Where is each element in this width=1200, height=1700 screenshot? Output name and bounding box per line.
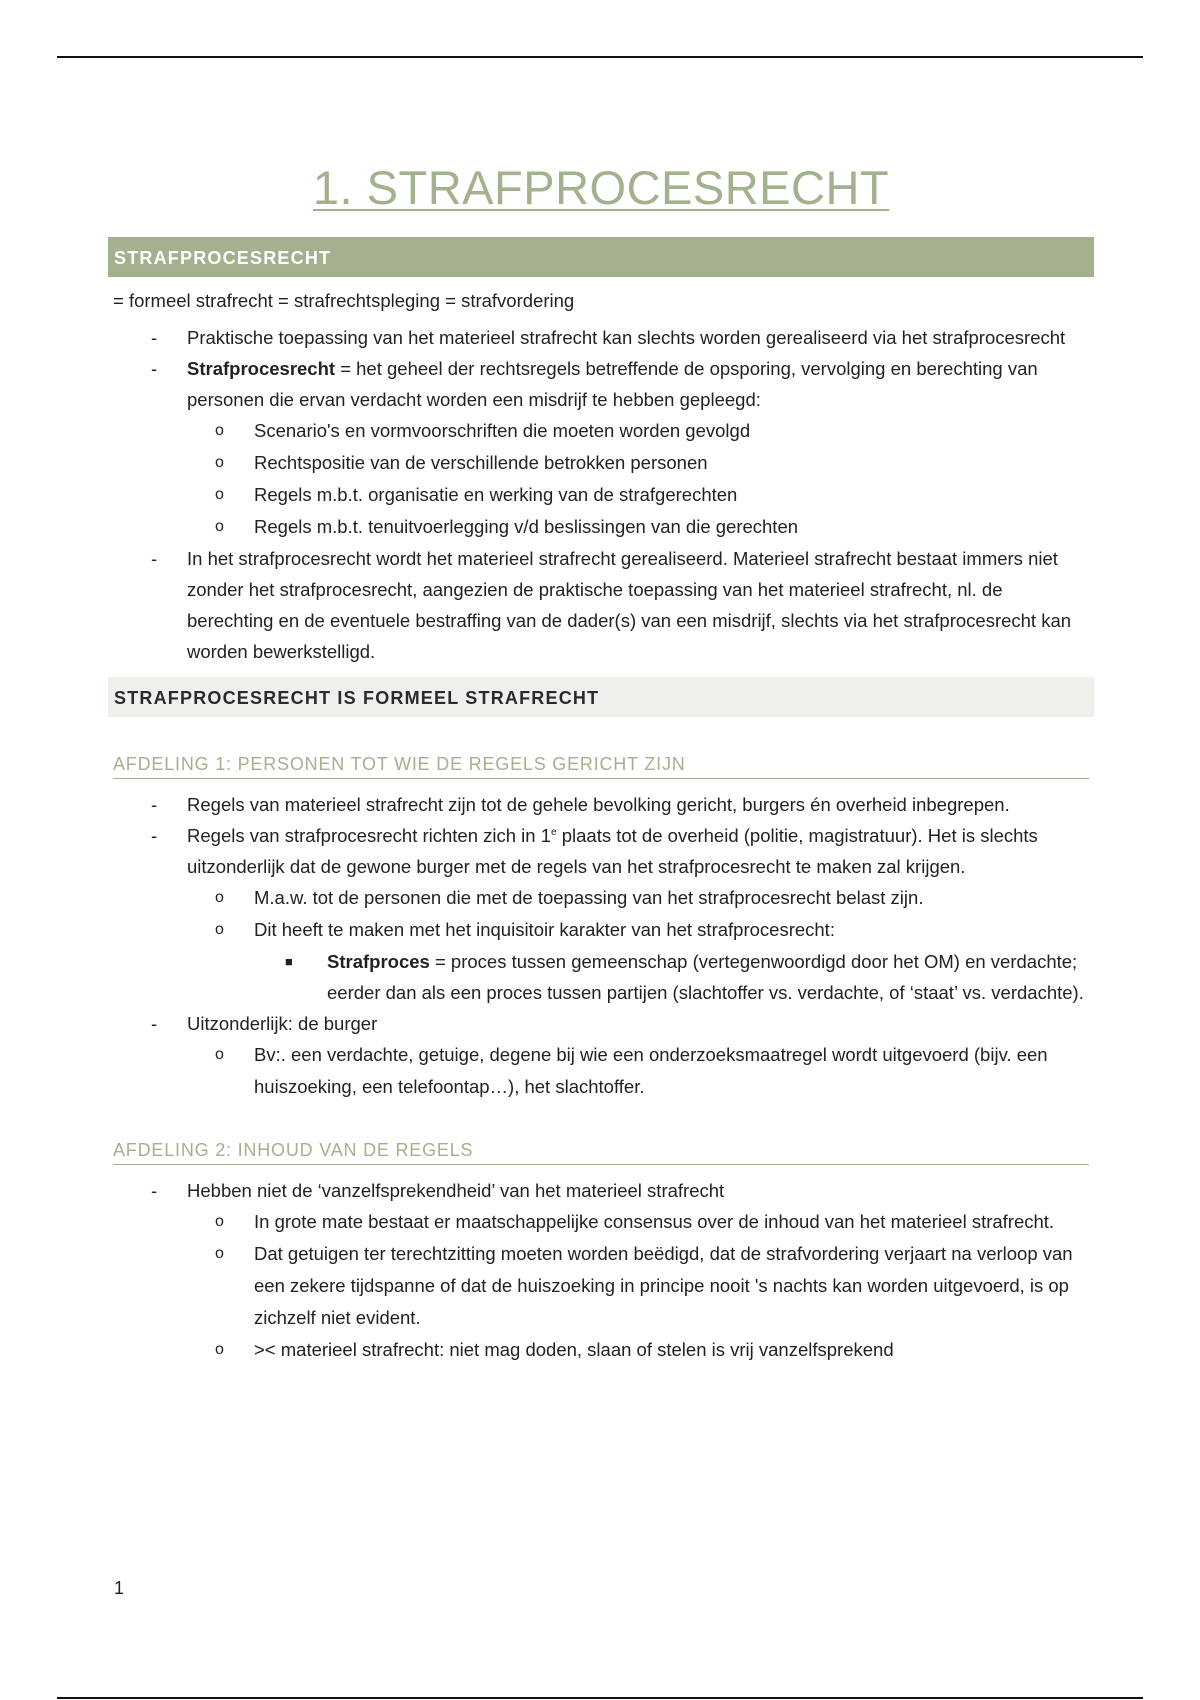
header-rule xyxy=(57,56,1143,58)
section-band-strafprocesrecht: STRAFPROCESRECHT xyxy=(108,237,1094,277)
document-page xyxy=(108,160,1094,1366)
footer-rule xyxy=(57,1697,1143,1699)
sub-list xyxy=(187,415,1094,543)
definition-line: = formeel strafrecht = strafrechtspleging = strafvordering xyxy=(113,290,575,311)
section-band-formeel-strafrecht: STRAFPROCESRECHT IS FORMEEL STRAFRECHT xyxy=(108,677,1094,717)
dash-marker: - xyxy=(151,548,158,569)
list-item: - Hebben niet de ‘vanzelfsprekendheid’ van het materieel strafrecht o In grote mate bestaat er maatschappelijke consensus over de inhoud van het materieel strafrecht. o Dat getuigen ter terechtzitting moeten worden beëdigd, dat de strafvordering verjaart na verloop van een zekere tijdspanne of dat de huiszoeking in principe nooit 's nachts kan worden uitgevoerd, is op zichzelf niet evident. o >< materieel strafrecht: niet mag doden, slaan of stelen is vrij vanzelfsprekend xyxy=(108,1175,1094,1366)
sub-list-item: o Regels m.b.t. organisatie en werking van de strafgerechten xyxy=(215,484,738,505)
sub-list-item: o Bv:. een verdachte, getuige, degene bij wie een onderzoeksmaatregel wordt uitgevoerd (bijv. een huiszoeking, een telefoontap…), het slachtoffer. xyxy=(215,1044,1048,1097)
sub-sub-list-item: ■ Strafproces = proces tussen gemeenschap (vertegenwoordigd door het OM) en verdachte; eerder dan als een proces tussen partijen (slachtoffer vs. verdachte, of ‘staat’ vs. verdachte). xyxy=(285,951,1084,1003)
list-item: - Regels van materieel strafrecht zijn tot de gehele bevolking gericht, burgers én overheid inbegrepen. xyxy=(108,789,1094,820)
sub-list xyxy=(187,1206,1094,1366)
page-number: 1 xyxy=(114,1578,125,1598)
sub-list-item: o Scenario's en vormvoorschriften die moeten worden gevolgd xyxy=(215,420,751,441)
dash-marker: - xyxy=(151,358,158,379)
list-item: - In het strafprocesrecht wordt het materieel strafrecht gerealiseerd. Materieel strafrecht bestaat immers niet zonder het strafprocesrecht, aangezien de praktische toepassing van het materieel strafrecht, nl. de berechting en de eventuele bestraffing van de dader(s) van een misdrijf, slechts via het strafprocesrecht kan worden bewerkstelligd. xyxy=(108,543,1094,667)
sub-list xyxy=(187,1039,1094,1103)
dash-marker: - xyxy=(151,1013,158,1034)
list-item: - Strafprocesrecht = het geheel der rechtsregels betreffende de opsporing, vervolging en berechting van personen die ervan verdacht worden een misdrijf te hebben gepleegd: o Scenario's en vormvoorschriften die moeten worden gevolgd o Rechtspositie van de verschillende betrokken personen o Regels m.b.t. organisatie en werking van de strafgerechten o Regels m.b.t. tenuitvoerlegging v/d beslissingen van die gerechten xyxy=(108,353,1094,543)
bullet-list xyxy=(108,789,1094,1103)
list-item: - Uitzonderlijk: de burger o Bv:. een verdachte, getuige, degene bij wie een onderzoeksmaatregel wordt uitgevoerd (bijv. een huiszoeking, een telefoontap…), het slachtoffer. xyxy=(108,1008,1094,1103)
term-bold: Strafprocesrecht xyxy=(187,358,336,379)
bullet-list xyxy=(108,322,1094,667)
sub-list-item: o Dit heeft te maken met het inquisitoir karakter van het strafprocesrecht: ■ Strafproces = proces tussen gemeenschap (vertegenwoordigd door het OM) en verdachte; eerder dan als een proces tussen partijen (slachtoffer vs. verdachte, of ‘staat’ vs. verdachte). xyxy=(181,914,1094,1008)
dash-marker: - xyxy=(151,327,158,348)
sub-list-item: o Rechtspositie van de verschillende betrokken personen xyxy=(215,452,708,473)
dash-marker: - xyxy=(151,825,158,846)
dash-marker: - xyxy=(151,1180,158,1201)
sub-sub-list xyxy=(254,946,1094,1008)
term-bold: Strafproces xyxy=(327,951,430,972)
sub-list-item: o In grote mate bestaat er maatschappelijke consensus over de inhoud van het materieel strafrecht. xyxy=(215,1211,1055,1232)
bullet-list xyxy=(108,1175,1094,1366)
list-item: - Praktische toepassing van het materieel strafrecht kan slechts worden gerealiseerd via het strafprocesrecht xyxy=(108,322,1094,353)
sub-list-item: o >< materieel strafrecht: niet mag doden, slaan of stelen is vrij vanzelfsprekend xyxy=(215,1339,894,1360)
subheading-afdeling-2: AFDELING 2: INHOUD VAN DE REGELS xyxy=(113,1137,1089,1165)
sub-list-item: o Dat getuigen ter terechtzitting moeten worden beëdigd, dat de strafvordering verjaart na verloop van een zekere tijdspanne of dat de huiszoeking in principe nooit 's nachts kan worden uitgevoerd, is op zichzelf niet evident. xyxy=(215,1243,1073,1328)
sub-list-item: o Regels m.b.t. tenuitvoerlegging v/d beslissingen van die gerechten xyxy=(215,516,799,537)
sub-list-item: o M.a.w. tot de personen die met de toepassing van het strafprocesrecht belast zijn. xyxy=(215,887,924,908)
subheading-afdeling-1: AFDELING 1: PERSONEN TOT WIE DE REGELS GERICHT ZIJN xyxy=(113,751,1089,779)
sub-list xyxy=(187,882,1094,1008)
chapter-title: 1. STRAFPROCESRECHT xyxy=(312,161,890,214)
dash-marker: - xyxy=(151,794,158,815)
list-item: - Regels van strafprocesrecht richten zich in 1e plaats tot de overheid (politie, magistratuur). Het is slechts uitzonderlijk dat de gewone burger met de regels van het strafprocesrecht te maken zal krijgen. o M.a.w. tot de personen die met de toepassing van het strafprocesrecht belast zijn. o Dit heeft te maken met het inquisitoir karakter van het strafprocesrecht: ■ Strafproces = proces tussen gemeenschap (vertegenwoordigd door het OM) en verdachte; eerder dan als een proces tussen partijen (slachtoffer vs. verdachte, of ‘staat’ vs. verdachte). xyxy=(108,820,1094,1008)
